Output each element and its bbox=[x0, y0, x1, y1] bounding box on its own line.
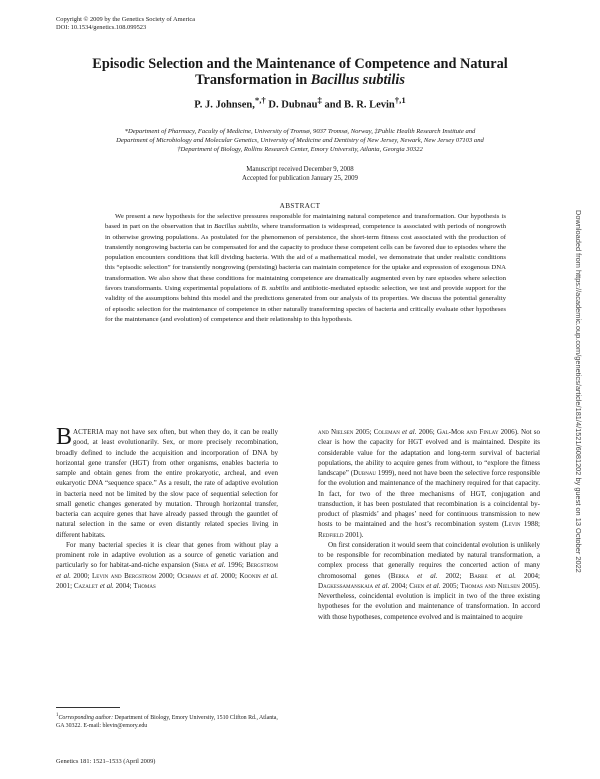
body-text: 2002; bbox=[437, 571, 470, 580]
body-paragraph-2 bbox=[56, 540, 278, 591]
citation-etal: et al. bbox=[97, 581, 114, 590]
body-text: For many bacterial species it is clear that genes from without play a prominent role in adaptive evolution as a source of genetic variation and particularly so for habitat-and-niche expansion ( bbox=[56, 540, 278, 570]
citation[interactable]: Dagkessamanskaia bbox=[318, 581, 374, 590]
citation[interactable]: Barbe bbox=[469, 571, 488, 580]
drop-cap: B bbox=[56, 424, 73, 450]
citation-year: 1996; bbox=[225, 561, 247, 570]
citation-etal: et al. bbox=[260, 571, 279, 580]
body-text: 2005; bbox=[353, 428, 374, 436]
author-johnsen-affil: *,† bbox=[254, 95, 266, 105]
affiliation-line-3: †Department of Biology, Rollins Research Center, Emory University, Atlanta, Georgia 30322 bbox=[177, 146, 423, 153]
footnote-text: Department of Biology, Emory University, 1510 Clifton Rd., Atlanta, GA 30322. E-mail: blevin@emory.edu bbox=[56, 714, 278, 729]
abstract-heading: ABSTRACT bbox=[279, 202, 321, 210]
footnote-marker: 1 bbox=[56, 713, 59, 718]
body-text: 1999), need not have been the selective force responsible for the evolution and maintenance of the machinery required for that capacity. In fact, for two of the three mechanisms of HGT, conjugation and transduction, it has been postulated that recombination is a coincidental by-product of plasmids’ and phages’ need for continuous transmission to new hosts to be maintained and the host’s recombination system ( bbox=[318, 469, 540, 529]
citation-etal: et al. bbox=[487, 571, 516, 580]
citation-year: 2000; bbox=[70, 571, 92, 580]
citation[interactable]: Thomas and Nielsen bbox=[460, 581, 520, 590]
citation-etal: et al. bbox=[373, 581, 390, 590]
author-dubnau-affil: ‡ bbox=[317, 95, 322, 105]
citation[interactable]: Thomas bbox=[133, 581, 156, 590]
body-text: 2005). Nevertheless, coincidental evolution is implicit in two of the three existing hypotheses for the evolution and maintenance of transformation. In accord with those hypotheses, competence evolved and is maintained to acquire bbox=[318, 581, 541, 621]
abstract-text-c: and antibiotic-mediated episodic selection, we test and provide support for the validity of the assumptions behind this model and the predictions generated from our analysis of its properties. We discuss the potential generality of episodic selection for the maintenance of competence in other naturally transforming species of bacteria and critically evaluate other hypotheses for the maintenance (and evolution) of competence and their relationship to this hypothesis. bbox=[105, 285, 506, 323]
corresponding-author-footnote bbox=[56, 712, 278, 730]
citation-etal: et al. bbox=[200, 571, 219, 580]
download-watermark-text: Downloaded from https://academic.oup.com/genetics/article/181/4/1521/6081202 by guest on 13 October 2022 bbox=[574, 210, 583, 573]
body-text: 2004; bbox=[515, 571, 540, 580]
citation[interactable]: Koonin bbox=[239, 571, 261, 580]
doi-line[interactable]: DOI: 10.1534/genetics.108.099523 bbox=[56, 24, 147, 31]
citation[interactable]: Dubnau bbox=[353, 469, 377, 477]
body-text: 1988; bbox=[520, 520, 540, 529]
abstract-paragraph bbox=[105, 212, 506, 325]
body-text: 2006; bbox=[416, 428, 437, 436]
body-text: 2004; bbox=[389, 581, 410, 590]
title-line-2 bbox=[60, 72, 540, 88]
citation-year: 2000; bbox=[156, 571, 178, 580]
body-text: On first consideration it would seem that coincidental evolution is unlikely to be responsible for recombination mediated by natural transformation, a complex process that generally requires the concerted action of many chromosomal genes ( bbox=[318, 540, 540, 580]
citation-year: 2001; bbox=[56, 581, 74, 590]
abstract-species-a: Bacillus subtilis bbox=[214, 223, 258, 231]
citation-etal: et al. bbox=[399, 428, 417, 436]
citation-etal: et al. bbox=[56, 571, 71, 580]
citation[interactable]: Coleman bbox=[373, 428, 400, 436]
abstract-species-b: B. subtilis bbox=[261, 285, 289, 293]
citation[interactable]: Chen bbox=[409, 581, 425, 590]
manuscript-dates bbox=[60, 165, 540, 183]
body-text: 2006). Not so clear is how the capacity for HGT evolved and is maintained. Despite its considerable value for the adaptation and long-term survival of bacterial populations, the ability to acquire genes from without, to “explore the fitness landscape” ( bbox=[318, 428, 541, 477]
citation[interactable]: Levin bbox=[504, 520, 521, 529]
citation[interactable]: and Nielsen bbox=[318, 428, 354, 436]
title-line-1: Episodic Selection and the Maintenance of Competence and Natural bbox=[92, 56, 508, 72]
author-list bbox=[60, 95, 540, 111]
download-watermark bbox=[574, 210, 593, 640]
citation[interactable]: Berka bbox=[390, 571, 410, 580]
article-title bbox=[60, 56, 540, 88]
citation[interactable]: Redfield bbox=[318, 530, 344, 539]
title-species: Bacillus subtilis bbox=[310, 72, 405, 88]
author-conjunction: and bbox=[324, 99, 342, 111]
author-johnsen: P. J. Johnsen, bbox=[194, 99, 255, 111]
body-paragraph-3 bbox=[318, 427, 540, 540]
abstract-text-a: We present a new hypothesis for the selective pressures responsible for maintaining natural competence and transformation. Our hypothesis is based in part on the observation that in bbox=[105, 213, 506, 231]
citation-etal: et al. bbox=[409, 571, 438, 580]
body-paragraph-1-text: ACTERIA may not have sex often, but when they do, it can be really good, at least evolutionarily. Sex, or more precisely recombination, broadly defined to include the acquisition and incorporation of DNA by horizontal gene transfer (HGT) from other organisms, enables bacteria to sample and obtain genes from the entire prokaryotic, archeal, and even eukaryotic DNA “sequence space.” As a result, the rate of adaptive evolution in bacteria need not be limited by the slow pace of sequential selection for small genetic changes generated by mutation. Through horizontal transfer, bacteria can acquire genes that have already passed through the gauntlet of natural selection in the same or even distantly related species living in different habitats. bbox=[56, 428, 278, 539]
abstract-text-b: , where transformation is widespread, competence is associated with periods of nongrowth in otherwise growing populations. As postulated for the phenomenon of persistence, the short-term fitness cost associated with the production of transiently nongrowing bacteria can be compensated for and the capacity to produce these competent cells can be favored due to episodes where the population encounters conditions that kill dividing bacteria. With the aid of a mathematical model, we demonstrate that under realistic conditions this “episodic selection” for transiently nongrowing (persisting) bacteria can maintain competence for the uptake and expression of exogenous DNA transformation. We also show that these conditions for maintaining competence are dramatically augmented even by rare episodes where selection favors transformants. Using experimental populations of bbox=[105, 223, 506, 293]
footnote-rule bbox=[56, 707, 120, 708]
copyright-line: Copyright © 2009 by the Genetics Society of America bbox=[56, 16, 196, 23]
citation[interactable]: Levin and Bergstrom bbox=[92, 571, 157, 580]
body-text: 2005; bbox=[440, 581, 461, 590]
abstract-body bbox=[105, 212, 506, 325]
journal-citation: Genetics 181: 1521–1533 (April 2009) bbox=[56, 758, 156, 765]
author-levin-affil: †,1 bbox=[394, 95, 406, 105]
affiliation-line-1: *Department of Pharmacy, Faculty of Medicine, University of Tromsø, 9037 Tromsø, Norway, ‡Public Health Research Institute and bbox=[124, 128, 476, 135]
body-text: 2001). bbox=[343, 530, 364, 539]
body-paragraph-4 bbox=[318, 540, 540, 622]
citation-year: 2004; bbox=[113, 581, 134, 590]
citation-etal: et al. bbox=[208, 561, 226, 570]
citation[interactable]: Bergstrom bbox=[246, 561, 278, 570]
author-levin: B. R. Levin bbox=[344, 99, 395, 111]
body-column-right bbox=[318, 427, 540, 622]
affiliations bbox=[58, 127, 542, 154]
accepted-date: Accepted for publication January 25, 2009 bbox=[242, 175, 358, 182]
footnote-label: Corresponding author: bbox=[58, 714, 114, 721]
author-dubnau: D. Dubnau bbox=[268, 99, 318, 111]
affiliation-line-2: Department of Microbiology and Molecular Genetics, University of Medicine and Dentistry of New Jersey, Newark, New Jersey 07103 and bbox=[116, 137, 484, 144]
body-column-left bbox=[56, 424, 279, 591]
body-paragraph-1 bbox=[56, 424, 278, 540]
citation[interactable]: Gal-Mor and Finlay bbox=[436, 428, 499, 436]
received-date: Manuscript received December 9, 2008 bbox=[246, 166, 354, 173]
title-line-2-text: Transformation in bbox=[195, 72, 311, 88]
citation[interactable]: Ochman bbox=[177, 571, 201, 580]
citation[interactable]: Cazalet bbox=[73, 581, 98, 590]
citation-year: 2000; bbox=[218, 571, 240, 580]
copyright-header bbox=[56, 16, 195, 32]
citation[interactable]: Shea bbox=[194, 561, 209, 570]
citation-etal: et al. bbox=[424, 581, 441, 590]
